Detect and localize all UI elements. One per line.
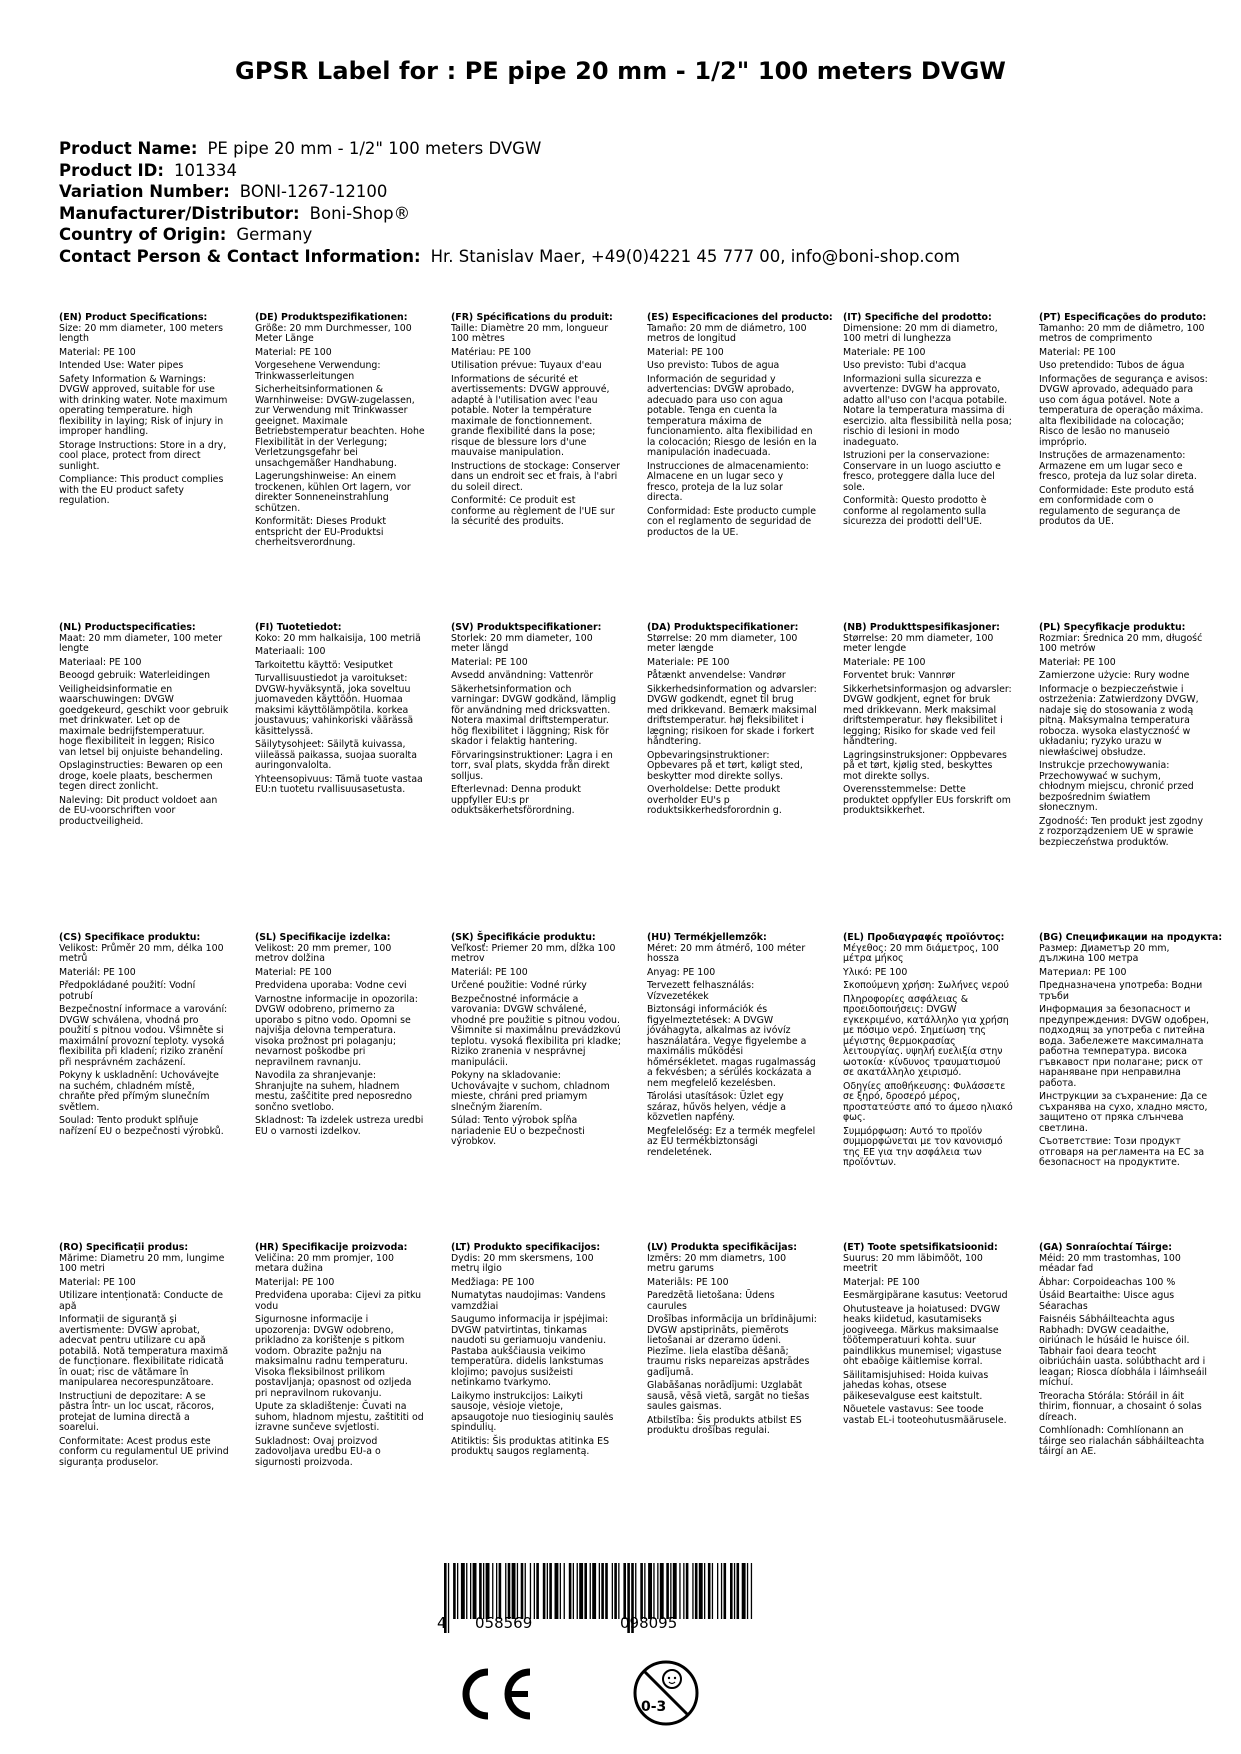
spec-block-line: Predvidena uporaba: Vodne cevi (255, 980, 407, 991)
spec-block-line: Material: PE 100 (1039, 346, 1116, 358)
spec-block (647, 1243, 817, 1440)
spec-block-heading: (BG) Спецификации на продукта: (1039, 932, 1223, 943)
spec-block-heading: (NB) Produkttspesifikasjoner: (843, 622, 1000, 633)
spec-block-line: Atbilstība: Šis produkts atbilst ES produktu drošības regulai. (647, 1414, 802, 1436)
spec-block-line: Størrelse: 20 mm diameter, 100 meter længde (647, 632, 798, 654)
info-product-name: Product Name : PE pipe 20 mm - 1/2" 100 meters DVGW (59, 138, 960, 160)
spec-block-line: Určené použitie: Vodné rúrky (451, 980, 587, 991)
spec-block-line: Velikost: Průměr 20 mm, délka 100 metrů (59, 942, 224, 964)
spec-block-line: Uso previsto: Tubos de agua (647, 360, 780, 371)
spec-block-line: Méid: 20 mm trastomhas, 100 méadar fad (1039, 1252, 1181, 1274)
spec-block-heading: (GA) Sonraíochtaí Táirge: (1039, 1242, 1172, 1253)
spec-block-line: Navodila za shranjevanje: Shranjujte na suhem, hladnem mestu, zaščitite pred neposredno sončno svetlobo. (255, 1070, 412, 1113)
spec-block-line: Sigurnosne informacije i upozorenja: DVGW odobreno, prikladno za korištenje s pitkom vodom. Obrazite pažnju na maksimalnu radnu temperaturu. Visoka fleksibilnost prilikom postavljanja; opasnost od ozljeda pri nepravilnom rukovanju. (255, 1314, 412, 1399)
spec-block-line: Conformidade: Este produto está em conformidade com o regulamento de segurança de produtos da UE. (1039, 484, 1195, 527)
barcode-bar (686, 1563, 689, 1619)
barcode-bar (470, 1563, 471, 1619)
spec-block-line: Izmērs: 20 mm diametrs, 100 metru garums (647, 1252, 787, 1274)
spec-block (255, 933, 425, 1140)
spec-block-line: Informations de sécurité et avertissements: DVGW approuvé, adapté à l'utilisation avec l'eau potable. Noter la température maximale de fonctionnement. grande flexibilité dans la pose; risque de blessure lors d'une mauvaise manipulation. (451, 373, 610, 458)
barcode-bar (579, 1563, 583, 1619)
spec-block-heading: (EL) Προδιαγραφές προϊόντος: (843, 932, 1005, 943)
spec-block-line: Informações de segurança e avisos: DVGW aprovado, adequado para uso com água potável. Note a temperatura de operação máxima. alta flexibilidade na colocação; Risco de lesão no manuseio impróprio. (1039, 373, 1208, 448)
spec-block-line: Uso pretendido: Tubos de água (1039, 360, 1185, 371)
spec-block (59, 623, 229, 830)
spec-block-line: Zgodność: Ten produkt jest zgodny z rozporządzeniem UE w sprawie bezpieczeństwa produktów. (1039, 815, 1204, 848)
spec-block (59, 1243, 229, 1471)
barcode-bar (505, 1563, 506, 1619)
spec-block-line: Méret: 20 mm átmérő, 100 méter hossza (647, 942, 806, 964)
spec-block-line: Informații de siguranță și avertismente: DVGW aprobat, adecvat pentru utilizare cu apă potabilă. Notă temperatura maximă de funcționare. flexibilitate ridicată în ouat; risc de vătămare în manipularea necorespunzătoare. (59, 1314, 229, 1388)
spec-block-line: Съответствие: Този продукт отговаря на регламента на ЕС за безопасност на продуктите. (1039, 1136, 1205, 1168)
barcode-bar (673, 1563, 677, 1619)
spec-block-line: Förvaringsinstruktioner: Lagra i en torr, sval plats, skydda från direkt solljus. (451, 749, 613, 782)
spec-block-line: Paredzētā lietošana: Ūdens caurules (647, 1290, 775, 1312)
barcode-bar (614, 1563, 617, 1619)
spec-block-line: Suurus: 20 mm läbimõõt, 100 meetrit (843, 1252, 983, 1274)
spec-block (647, 933, 817, 1161)
spec-block-line: Velikost: 20 mm premer, 100 metrov dolžina (255, 942, 392, 964)
spec-block-line: Nõuetele vastavus: See toode vastab EL-i tooteohutusmäärusele. (843, 1404, 1007, 1426)
spec-block-line: Materiál: PE 100 (59, 966, 136, 978)
spec-block-line: Πληροφορίες ασφάλειας & προειδοποιήσεις: DVGW εγκεκριμένο, κατάλληλο για χρήση με πόσιμο νερό. Σημείωση της μέγιστης θερμοκρασίας λειτουργίας. υψηλή ευελιξία στην ωοτοκία· κίνδυνος τραυματισμού σε ακατάλληλο χειρισμό. (843, 993, 1009, 1078)
spec-block-line: Overensstemmelse: Dette produktet oppfyller EUs forskrift om produktsikkerhet. (843, 784, 1011, 816)
spec-block-line: Sikkerhedsinformation og advarsler: DVGW godkendt, egnet til brug med drikkevand. Bemærk maksimal driftstemperatur. høj fleksibilitet i lægning; risikoen for skade i forkert håndtering. (647, 683, 817, 747)
barcode-bar (555, 1563, 559, 1619)
spec-block-line: Saugumo informacija ir įspėjimai: DVGW patvirtintas, tinkamas naudoti su geriamuoju vandeniu. Pastaba aukščiausia veikimo temperatūra. didelis lankstumas klojimo; pavojus susižeisti netinkamo tvarkymo. (451, 1314, 609, 1388)
spec-block-line: Instruções de armazenamento: Armazene em um lugar seco e fresco, proteja da luz solar direta. (1039, 450, 1197, 482)
spec-block-line: Materiale: PE 100 (843, 656, 926, 668)
spec-block-line: Materiāls: PE 100 (647, 1276, 729, 1288)
barcode-bar (724, 1563, 727, 1619)
spec-block-heading: (FR) Spécifications du produit: (451, 312, 613, 323)
barcode-bar (648, 1563, 652, 1619)
spec-block-line: Påtænkt anvendelse: Vandrør (647, 670, 786, 681)
spec-block-line: Úsáid Beartaithe: Uisce agus Séarachas (1039, 1290, 1175, 1312)
spec-block-line: Forventet bruk: Vannrør (843, 670, 956, 681)
barcode-bar (742, 1563, 746, 1619)
spec-block-line: Materiaal: PE 100 (59, 656, 142, 668)
spec-block-heading: (ET) Toote spetsifikatsioonid: (843, 1242, 998, 1253)
spec-block (647, 623, 817, 820)
barcode-bar (508, 1563, 511, 1619)
spec-block (843, 623, 1013, 820)
spec-block-line: Yhteensopivuus: Tämä tuote vastaa EU:n tuotetu rvallisuusasetusta. (255, 773, 423, 795)
barcode-bar (692, 1563, 693, 1619)
spec-block-line: Upute za skladištenje: Čuvati na suhom, hladnom mjestu, zaštititi od izravne sunčeve svjetlosti. (255, 1401, 424, 1433)
spec-block-heading: (IT) Specifiche del prodotto: (843, 312, 992, 323)
ce-mark (454, 1666, 534, 1722)
spec-block (1039, 932, 1223, 1172)
spec-block (1039, 313, 1209, 531)
barcode-bar (486, 1563, 490, 1619)
barcode-bar (644, 1563, 645, 1619)
barcode-bar (530, 1563, 531, 1619)
info-product-id: Product ID : 101334 (59, 160, 960, 182)
not-for-children-0-3-icon (632, 1659, 700, 1727)
barcode-bar (496, 1563, 497, 1619)
spec-block-line: Materiaali: 100 (255, 646, 326, 657)
spec-block-line: Material: PE 100 (59, 346, 136, 358)
spec-block-heading: (PT) Especificações do produto: (1039, 312, 1207, 323)
spec-block-line: Инструкции за съхранение: Да се съхранява на сухо, хладно място, защитено от пряка слънчева светлина. (1039, 1091, 1208, 1134)
spec-block-line: Συμμόρφωση: Αυτό το προϊόν συμμορφώνεται με τον κανονισμό της ΕΕ για την ασφάλεια των προϊόντων. (843, 1125, 1003, 1168)
spec-block-line: Skladnost: Ta izdelek ustreza uredbi EU o varnosti izdelkov. (255, 1115, 424, 1137)
spec-block-heading: (SV) Produktspecifikationer: (451, 622, 602, 633)
spec-block-line: Soulad: Tento produkt splňuje nařízení EU o bezpečnosti výrobků. (59, 1115, 224, 1137)
barcode-bar (534, 1563, 535, 1619)
barcode-bar (457, 1563, 458, 1619)
spec-block-line: Intended Use: Water pipes (59, 360, 184, 371)
spec-block-heading: (LV) Produkta specifikācijas: (647, 1242, 797, 1253)
barcode-bar (573, 1563, 574, 1619)
spec-block-line: Opslaginstructies: Bewaren op een droge, koele plaats, beschermen tegen direct zonlicht. (59, 760, 223, 792)
barcode-bar (699, 1563, 703, 1619)
spec-block-line: Instructions de stockage: Conserver dans un endroit sec et frais, à l'abri du soleil direct. (451, 460, 620, 493)
spec-block-line: Størrelse: 20 mm diameter, 100 meter lengde (843, 632, 994, 654)
spec-block-line: Maat: 20 mm diameter, 100 meter lengte (59, 632, 223, 654)
barcode-bar (612, 1563, 613, 1619)
barcode-bar (679, 1563, 680, 1619)
spec-block-line: Materijal: PE 100 (255, 1276, 335, 1288)
spec-block-line: Mărime: Diametru 20 mm, lungime 100 metri (59, 1252, 225, 1274)
spec-block-line: Uso previsto: Tubi d'acqua (843, 360, 967, 371)
spec-block-line: Conformidad: Este producto cumple con el reglamento de seguridad de productos de la UE. (647, 505, 817, 538)
barcode-bar (660, 1563, 664, 1619)
spec-block-line: Conformità: Questo prodotto è conforme al regolamento sulla sicurezza dei prodotti dell'UE. (843, 495, 987, 527)
spec-block-line: Größe: 20 mm Durchmesser, 100 Meter Länge (255, 322, 412, 344)
spec-block-line: Material: PE 100 (451, 656, 528, 668)
spec-block-line: Anyag: PE 100 (647, 966, 716, 978)
barcode-bar (635, 1563, 636, 1619)
barcode-bar (448, 1563, 449, 1633)
barcode-bar (577, 1563, 578, 1619)
spec-block-heading: (LT) Produkto specifikacijos: (451, 1242, 601, 1253)
spec-block-line: Υλικό: PE 100 (843, 966, 908, 978)
barcode-bar (734, 1563, 735, 1619)
barcode-bar (653, 1563, 654, 1619)
spec-block-heading: (HR) Specifikacije proizvoda: (255, 1242, 408, 1253)
spec-block-line: Megfelelőség: Ez a termék megfelel az EU termékbiztonsági rendeletének. (647, 1125, 816, 1158)
barcode-bar (712, 1563, 713, 1619)
spec-block-line: Säkerhetsinformation och varningar: DVGW godkänd, lämplig för användning med dricksvatten. Notera maximal driftstemperatur. hög flexibilitet i läggning; Risk för skador i felaktig hantering. (451, 683, 617, 747)
barcode-bar (466, 1563, 467, 1619)
svg-text:0-3: 0-3 (641, 1699, 667, 1715)
spec-block-line: Materjal: PE 100 (843, 1276, 920, 1288)
spec-block-line: Rozmiar: Średnica 20 mm, długość 100 metrów (1039, 632, 1203, 654)
barcode-bar (525, 1563, 526, 1619)
barcode-bar (564, 1563, 565, 1619)
spec-block-line: Zamierzone użycie: Rury wodne (1039, 670, 1190, 681)
barcode-bar (590, 1563, 591, 1619)
barcode-bar (623, 1563, 626, 1619)
barcode-bar (721, 1563, 722, 1619)
spec-block-line: Tárolási utasítások: Üzlet egy száraz, hűvös helyen, védje a közvetlen napfény. (647, 1091, 786, 1123)
spec-block-line: Medžiaga: PE 100 (451, 1276, 535, 1288)
spec-block (255, 313, 425, 552)
spec-block-heading: (NL) Productspecificaties: (59, 622, 196, 633)
spec-block-line: Bezpečnostné informácie a varovania: DVGW schválené, vhodné pre použitie s pitnou vodou. Všimnite si maximálnu prevádzkovú teplotu. vysoká flexibilita pri kladke; Riziko zranenia v nesprávnej manipulácii. (451, 993, 621, 1068)
spec-block-line: Veľkosť: Priemer 20 mm, dĺžka 100 metrov (451, 942, 616, 964)
barcode-bar (483, 1563, 484, 1619)
spec-block-line: Drošības informācija un brīdinājumi: DVGW apstiprināts, piemērots lietošanai ar dzeramo ūdeni. Piezīme. liela elastība dēšanā; traumu risks nepareizas apstrādes gadījumā. (647, 1314, 817, 1378)
spec-block-heading: (HU) Termékjellemzők: (647, 932, 767, 943)
spec-block-line: Sikkerhetsinformasjon og advarsler: DVGW godkjent, egnet for bruk med drikkevann. Merk maksimal driftstemperatur. høy fleksibilitet i legging; Risiko for skade ved feil håndtering. (843, 683, 1012, 747)
barcode-bar (536, 1563, 539, 1619)
spec-block-line: Dimensione: 20 mm di diametro, 100 metri di lunghezza (843, 322, 998, 344)
barcode-bar (549, 1563, 552, 1619)
spec-block-line: Taille: Diamètre 20 mm, longueur 100 mètres (451, 322, 609, 344)
spec-block-line: Treoracha Stórála: Stóráil in áit thirim, fionnuar, a chosaint ó solas díreach. (1039, 1390, 1202, 1423)
product-info (59, 138, 960, 267)
spec-block-line: Avsedd användning: Vattenrör (451, 670, 594, 681)
spec-block-line: Material: PE 100 (255, 346, 332, 358)
spec-block-line: Biztonsági információk és figyelmeztetések: A DVGW jóváhagyta, alkalmas az ivóvíz használatára. Vegye figyelembe a maximális működési hőmérsékletet. magas rugalmasság a fekvésben; a sérülés kockázata a nem megfelelő kezelésben. (647, 1004, 816, 1089)
spec-block-line: Pokyny k uskladnění: Uchovávejte na suchém, chladném místě, chraňte před přímým slunečním světlem. (59, 1070, 219, 1113)
spec-block-line: Ohutusteave ja hoiatused: DVGW heaks kiidetud, kasutamiseks joogiveega. Märkus maksimaalse töötemperatuuri kohta. suur paindlikkus munemisel; vigastuse oht ebaõige käitlemise korral. (843, 1303, 1002, 1367)
spec-block-heading: (PL) Specyfikacje produktu: (1039, 622, 1186, 633)
barcode-bar (599, 1563, 600, 1619)
spec-block (451, 933, 621, 1151)
spec-block-line: Tervezett felhasználás: Vízvezetékek (647, 980, 755, 1002)
spec-block-line: Utilizare intenționată: Conducte de apă (59, 1290, 224, 1312)
spec-block (843, 313, 1013, 531)
spec-block-line: Lagringsinstruksjoner: Oppbevares på et tørt, kjølig sted, beskyttes mot direkte sollys. (843, 749, 1007, 782)
barcode-bar (512, 1563, 516, 1619)
spec-block (451, 1243, 621, 1461)
spec-block-line: Konformität: Dieses Produkt entspricht der EU-Produktsi cherheitsverordnung. (255, 516, 387, 548)
spec-block-line: Utilisation prévue: Tuyaux d'eau (451, 360, 602, 371)
spec-block-line: Material: PE 100 (647, 346, 724, 358)
barcode-bar (670, 1563, 671, 1619)
spec-block (255, 623, 425, 799)
spec-block-line: Bezpečnostní informace a varování: DVGW schválena, vhodná pro použití s pitnou vodou. Všimněte si maximální provozní teploty. vysoká flexibilita při kladení; riziko zranění při nesprávném zacházení. (59, 1004, 228, 1068)
spec-block-line: Ábhar: Corpoideachas 100 % (1039, 1276, 1176, 1288)
spec-block-line: Eesmärgipärane kasutus: Veetorud (843, 1290, 1008, 1301)
spec-block-line: Beoogd gebruik: Waterleidingen (59, 670, 211, 681)
spec-block-line: Материал: PE 100 (1039, 966, 1127, 978)
barcode-bar (751, 1563, 752, 1619)
spec-block (255, 1243, 425, 1471)
spec-block-line: Storlek: 20 mm diameter, 100 meter längd (451, 632, 593, 654)
barcode-bar (517, 1563, 518, 1619)
spec-block-line: Efterlevnad: Denna produkt uppfyller EU:s pr oduktsäkerhetsförordning. (451, 784, 581, 816)
spec-block-heading: (CS) Specifikace produktu: (59, 932, 201, 943)
barcode-bar (666, 1563, 669, 1619)
spec-block-line: Pokyny na skladovanie: Uchovávajte v suchom, chladnom mieste, chráni pred priamym slnečným žiarením. (451, 1070, 610, 1113)
barcode-bar (657, 1563, 658, 1619)
spec-block (59, 933, 229, 1140)
spec-block-heading: (ES) Especificaciones del producto: (647, 312, 833, 323)
spec-block-line: Materiał: PE 100 (1039, 656, 1116, 668)
spec-block-line: Size: 20 mm diameter, 100 meters length (59, 322, 223, 344)
barcode-bar (479, 1563, 482, 1619)
spec-block-line: Vorgesehene Verwendung: Trinkwasserleitungen (255, 360, 381, 382)
spec-block-line: Předpokládané použití: Vodní potrubí (59, 980, 196, 1002)
barcode-bar (461, 1563, 465, 1619)
spec-block-line: Σκοπούμενη χρήση: Σωλήνες νερού (843, 980, 1009, 991)
spec-block (1039, 623, 1209, 851)
barcode-bar (717, 1563, 718, 1619)
spec-block (843, 1243, 1013, 1429)
spec-block-line: Matériau: PE 100 (451, 346, 532, 358)
spec-block-line: Säilitamisjuhised: Hoida kuivas jahedas kohas, otsese päikesevalguse eest kaitstult. (843, 1369, 989, 1402)
spec-block-line: Sukladnost: Ovaj proizvod zadovoljava uredbu EU-a o sigurnosti proizvoda. (255, 1435, 381, 1468)
spec-block-heading: (DE) Produktspezifikationen: (255, 312, 408, 323)
spec-block-line: Turvallisuustiedot ja varoitukset: DVGW-hyväksyntä, joka soveltuu juomaveden käyttöön. Huomaa maksimi käyttölämpötila. korkea joustavuus; vahinkoriski väärässä käsittelyssä. (255, 673, 414, 737)
spec-block-line: Material: PE 100 (59, 1276, 136, 1288)
spec-block-line: Súlad: Tento výrobok spĺňa nariadenie EÚ o bezpečnosti výrobkov. (451, 1115, 585, 1147)
spec-block-line: Informacje o bezpieczeństwie i ostrzeżenia: Zatwierdzony DVGW, nadaje się do stosowania z wodą pitną. Maksymalna temperatura robocza. wysoka elastyczność w układaniu; ryzyko urazu w niewłaściwej obsłudze. (1039, 683, 1199, 758)
spec-block-line: Overholdelse: Dette produkt overholder EU's p roduktsikkerhedsforordnin g. (647, 784, 782, 816)
barcode-bar (618, 1563, 619, 1619)
spec-block-line: Instrucțiuni de depozitare: A se păstra într- un loc uscat, răcoros, protejat de lumina directă a soarelui. (59, 1390, 215, 1433)
spec-block-heading: (RO) Specificații produs: (59, 1242, 189, 1253)
spec-block (451, 313, 621, 531)
info-manufacturer: Manufacturer/Distributor : Boni-Shop® (59, 203, 960, 225)
spec-block-line: Instrucciones de almacenamiento: Almacene en un lugar seco y fresco, proteja de la luz solar directa. (647, 460, 809, 503)
spec-block-line: Atitiktis: Šis produktas atitinka ES produktų saugos reglamentą. (451, 1435, 610, 1457)
spec-block-line: Información de seguridad y advertencias: DVGW aprobado, adecuado para uso con agua potable. Tenga en cuenta la temperatura máxima de funcionamiento. alta flexibilidad en la colocación; Riesgo de lesión en la manipulación inadecuada. (647, 373, 817, 458)
spec-block (451, 623, 621, 820)
spec-block-heading: (SL) Specifikacije izdelka: (255, 932, 391, 943)
barcode-digits-left: 058569 (475, 1614, 533, 1632)
barcode-bar (747, 1563, 748, 1619)
spec-block-line: Materiale: PE 100 (647, 656, 730, 668)
spec-block-line: Comhlíonadh: Comhlíonann an táirge seo rialachán sábháilteachta táirgí an AE. (1039, 1425, 1205, 1457)
barcode-bar (543, 1563, 546, 1619)
spec-block-line: Istruzioni per la conservazione: Conservare in un luogo asciutto e fresco, proteggere dalla luce del sole. (843, 450, 1001, 493)
spec-block-line: Lagerungshinweise: An einem trockenen, kühlen Ort lagern, vor direkter Sonneneinstrahlung schützen. (255, 471, 411, 514)
barcode-bar (708, 1563, 711, 1619)
spec-block-line: Numatytas naudojimas: Vandens vamzdžiai (451, 1290, 606, 1312)
barcode-digit-first: 4 (437, 1614, 447, 1632)
barcode-bar (569, 1563, 572, 1619)
spec-block-line: Sicherheitsinformationen & Warnhinweise: DVGW-zugelassen, zur Verwendung mit Trinkwasser geeignet. Maximale Betriebstemperatur beachten. Hohe Flexibilität in der Verlegung; Verletzungsgefahr bei unsachgemäßer Handhabung. (255, 384, 425, 469)
barcode-bar (640, 1563, 643, 1619)
spec-block-line: Veličina: 20 mm promjer, 100 metara dužina (255, 1252, 394, 1274)
spec-block-line: Naleving: Dit product voldoet aan de EU-voorschriften voor productveiligheid. (59, 794, 218, 827)
barcode-bar (730, 1563, 733, 1619)
spec-block-line: Μέγεθος: 20 mm διάμετρος, 100 μέτρα μήκος (843, 942, 999, 964)
info-contact: Contact Person & Contact Information : Hr. Stanislav Maer, +49(0)4221 45 777 00, info@boni-shop.com (59, 246, 960, 268)
spec-block-line: Tamaño: 20 mm de diámetro, 100 metros de longitud (647, 322, 807, 344)
spec-block-line: Dydis: 20 mm skersmens, 100 metrų ilgio (451, 1252, 594, 1274)
barcode-bar (695, 1563, 698, 1619)
barcode-digits-right: 098095 (620, 1614, 678, 1632)
barcode-bar (704, 1563, 705, 1619)
barcode-bar (547, 1563, 548, 1619)
barcode-bar (473, 1563, 477, 1619)
spec-block-line: Predviđena uporaba: Cijevi za pitku vodu (255, 1290, 422, 1312)
spec-block-line: Οδηγίες αποθήκευσης: Φυλάσσετε σε ξηρό, δροσερό μέρος, προστατεύστε από το άμεσο ηλιακό φως. (843, 1080, 1013, 1123)
spec-block-line: Instrukcje przechowywania: Przechowywać w suchym, chłodnym miejscu, chronić przed bezpośrednim światłem słonecznym. (1039, 760, 1194, 813)
spec-block-heading: (SK) Špecifikácie produktu: (451, 932, 596, 943)
spec-block (647, 312, 833, 541)
spec-block-line: Storage Instructions: Store in a dry, cool place, protect from direct sunlight. (59, 439, 227, 472)
spec-block-line: Veiligheidsinformatie en waarschuwingen: DVGW goedgekeurd, geschikt voor gebruik met drinkwater. Let op de maximale bedrijfstemperatuur. hoge flexibiliteit in leggen; Risico van letsel bij onjuiste behandeling. (59, 683, 229, 758)
spec-block-line: Materiale: PE 100 (843, 346, 926, 358)
spec-block-line: Laikymo instrukcijos: Laikyti sausoje, vėsioje vietoje, apsaugotoje nuo tiesioginių saulės spindulių. (451, 1390, 614, 1433)
spec-block-line: Material: PE 100 (255, 966, 332, 978)
barcode-bar (592, 1563, 596, 1619)
spec-block-line: Предназначена употреба: Водни тръби (1039, 980, 1203, 1002)
spec-block-line: Opbevaringsinstruktioner: Opbevares på et tørt, køligt sted, beskytter mod direkte sollys. (647, 749, 803, 782)
spec-block (59, 313, 229, 510)
spec-block-heading: (EN) Product Specifications: (59, 312, 208, 323)
spec-block (1039, 1243, 1209, 1461)
spec-block-heading: (FI) Tuotetiedot: (255, 622, 342, 633)
barcode-bar (601, 1563, 604, 1619)
spec-block-line: Koko: 20 mm halkaisija, 100 metriä (255, 632, 421, 644)
spec-block-line: Materiál: PE 100 (451, 966, 528, 978)
spec-block-line: Conformité: Ce produit est conforme au règlement de l'UE sur la sécurité des produits. (451, 495, 615, 527)
spec-block-line: Размер: Диаметър 20 mm, дължина 100 метра (1039, 942, 1170, 964)
spec-block-line: Glabāšanas norādījumi: Uzglabāt sausā, vēsā vietā, sargāt no tiešas saules gaismas. (647, 1380, 810, 1412)
barcode-bar (492, 1563, 493, 1619)
spec-block-line: Информация за безопасност и предупреждения: DVGW одобрен, подходящ за употреба с питейна вода. Забележете максималната работна температура. висока гъвкавост при полагане; риск от нараняване при неправилна работа. (1039, 1004, 1209, 1089)
spec-block-line: Varnostne informacije in opozorila: DVGW odobreno, primerno za uporabo s pitno vodo. Opomni se najvišja delovna temperatura. visoka prožnost pri polaganju; nevarnost poškodbe pri nepravilnem ravnanju. (255, 993, 418, 1068)
barcode-bar (584, 1563, 587, 1619)
spec-block-line: Säilytysohjeet: Säilytä kuivassa, viileässä paikassa, suojaa suoralta auringonvalolta. (255, 739, 417, 771)
info-country-of-origin: Country of Origin : Germany (59, 224, 960, 246)
barcode-bar (521, 1563, 524, 1619)
barcode (440, 1563, 760, 1648)
page-title: GPSR Label for : PE pipe 20 mm - 1/2" 100 meters DVGW (235, 57, 1006, 85)
barcode-bar (683, 1563, 684, 1619)
spec-block-line: Tamanho: 20 mm de diâmetro, 100 metros de comprimento (1039, 322, 1205, 344)
barcode-bar (499, 1563, 502, 1619)
spec-block (843, 933, 1013, 1172)
spec-block-line: Faisnéis Sábháilteachta agus Rabhadh: DVGW ceadaithe, oiriúnach le húsáid le huisce óil. Tabhair faoi deara teocht oibriúcháin uasta. solúbthacht ard i leagan; Riosca díobhála i láimhseáil míchuí. (1039, 1314, 1207, 1388)
spec-block-line: Safety Information & Warnings: DVGW approved, suitable for use with drinking water. Note maximum operating temperature. high flexibility in laying; Risk of injury in improper handling. (59, 373, 228, 437)
barcode-bar (453, 1563, 456, 1619)
info-variation-number: Variation Number : BONI-1267-12100 (59, 181, 960, 203)
barcode-bar (560, 1563, 561, 1619)
spec-block-line: Informazioni sulla sicurezza e avvertenze: DVGW ha approvato, adatto all'uso con l'acqua potabile. Notare la temperatura massima di esercizio. alta flessibilità nella posa; rischio di lesioni in modo inadeguato. (843, 373, 1012, 448)
spec-block-line: Tarkoitettu käyttö: Vesiputket (255, 659, 393, 671)
spec-block-line: Compliance: This product complies with the EU product safety regulation. (59, 474, 224, 506)
barcode-bar (737, 1563, 740, 1619)
spec-block-heading: (DA) Produktspecifikationer: (647, 622, 799, 633)
spec-block-line: Conformitate: Acest produs este conform cu regulamentul UE privind siguranța produselor. (59, 1435, 229, 1468)
barcode-bar (605, 1563, 608, 1619)
